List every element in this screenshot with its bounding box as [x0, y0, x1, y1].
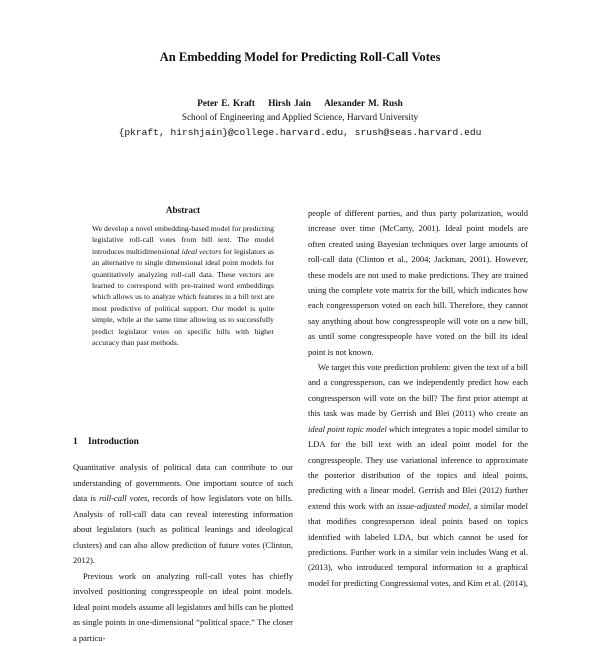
affiliation: School of Engineering and Applied Science, Harvard University: [0, 112, 600, 122]
abstract-text: for legislators as an alternative to single dimensional ideal point models for quantitatively analyzing roll-call data. These vectors are learned to correspond with pre-trained word embeddings which allows us to analyze which features in a bill text are most predictive of political support. Our model is quite simple, while at the same time allowing us to successfully predict legislator votes on specific bills with higher accuracy than past methods.: [92, 247, 274, 347]
author-emails: {pkraft, hirshjain}@college.harvard.edu, srush@seas.harvard.edu: [0, 127, 600, 138]
intro-body: [73, 460, 293, 600]
right-column: [308, 206, 528, 600]
paragraph-text: We target this vote prediction problem: given the text of a bill and a congressperson, can we independently predict how each congressperson will vote on the bill? The first prior attempt at this task was made by Gerrish and Blei (2011) who create an: [308, 362, 528, 418]
section-heading: [73, 437, 293, 447]
abstract-emphasis: ideal vectors: [182, 247, 222, 256]
paragraph-text: which integrates a topic model similar to LDA for the bill text with an ideal point model for the congresspeople. They use variational inference to approximate the posterior distribution of the topics and ideal points, predicting with a linear model. Gerrish and Blei (2012) further extend this work with an: [308, 424, 528, 511]
abstract-text: We develop a novel embedding-based model for predicting legislative roll-call votes from bill text. The model introduces multidimensional: [92, 224, 274, 256]
paragraph-emphasis: ideal point topic model: [308, 424, 387, 434]
paragraph: [73, 460, 293, 569]
paragraph: people of different parties, and thus party polarization, would increase over time (McCarty, 2001). Ideal point models are often created using Bayesian techniques over large amounts of roll-call data (Clinton et al., 2004; Jackman, 2001). However, these models are not used to make predictions. They are trained using the complete vote matrix for the bill, which indicates how each congressperson voted on each bill. Therefore, they cannot say anything about how congresspeople will vote on a new bill, as until some congresspeople have voted on the bill its ideal point is not known.: [308, 206, 528, 360]
paragraph: Previous work on analyzing roll-call votes has chiefly involved positioning congresspeople on ideal point models. Ideal point models assume all legislators and bills can be plotted as single points in one-dimensional “political space.” The closer a particu-: [73, 569, 293, 646]
paragraph: [308, 360, 528, 591]
paper-title: An Embedding Model for Predicting Roll-Call Votes: [0, 50, 600, 65]
paragraph-text: Quantitative analysis of political data can contribute to our understanding of governments. One important source of such data is: [73, 462, 293, 503]
author-list: [0, 98, 600, 108]
author-name: Peter E. Kraft: [197, 98, 255, 108]
abstract-body: [92, 223, 274, 348]
author-name: Hirsh Jain: [268, 98, 311, 108]
paragraph-emphasis: issue-adjusted model: [397, 501, 469, 511]
author-name: Alexander M. Rush: [324, 98, 403, 108]
abstract-heading: Abstract: [92, 205, 274, 215]
section-number: 1: [73, 437, 88, 447]
section-title: Introduction: [88, 437, 139, 447]
paragraph-text: , records of how legislators vote on bills. Analysis of roll-call data can reveal interesting information about legislators (such as political leanings and ideological clusters) and can also allow prediction of future votes (Clinton, 2012).: [73, 493, 293, 565]
paragraph-emphasis: roll-call votes: [99, 493, 147, 503]
paragraph-text: , a similar model that modifies congressperson ideal points based on topics identified with labeled LDA, but which cannot be used for predictions. Further work in a similar vein includes Wang et al. (2013), who introduced temporal information to a graphical model for predicting Congressional votes, and Kim et al. (2014),: [308, 501, 528, 588]
